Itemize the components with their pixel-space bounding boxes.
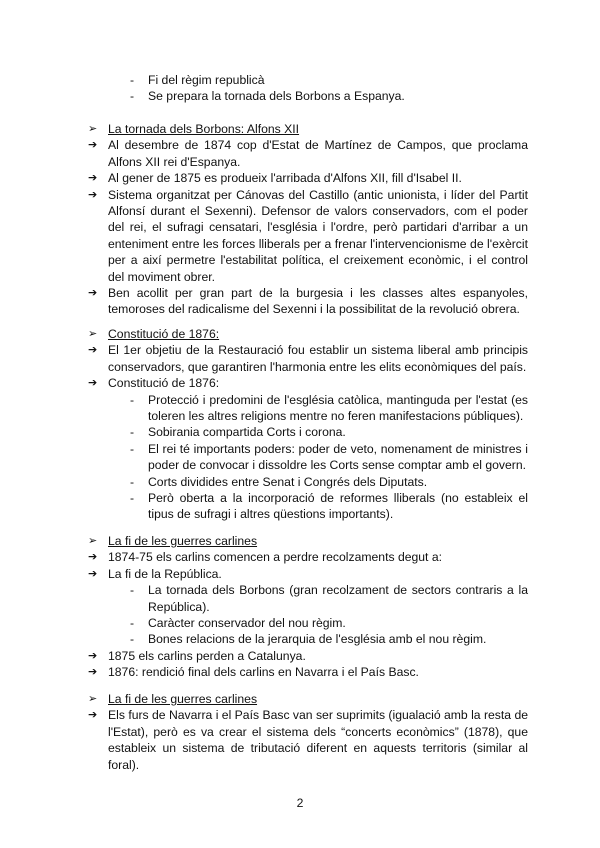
arrowhead-icon: ➢	[88, 122, 98, 135]
sub-item: - Però oberta a la incorporació de reformes lliberals (no estableix el tipus de sufragi i altres qüestions importants).	[124, 490, 528, 523]
arrow-icon: ➔	[88, 187, 98, 201]
bullet-item: ➔ 1875 els carlins perden a Catalunya.	[88, 648, 306, 663]
sub-item: - El rei té importants poders: poder de veto, nomenament de ministres i poder de convocar i dissoldre les Corts sense comptar amb el govern.	[124, 441, 528, 474]
section-heading: ➢ Constitució de 1876:	[88, 327, 220, 341]
bullet-item: ➔ La fi de la República.	[88, 566, 222, 581]
arrow-icon: ➔	[88, 550, 98, 564]
arrow-icon: ➔	[88, 708, 98, 722]
arrow-icon: ➔	[88, 138, 98, 152]
bullet-item: ➔ Ben acollit per gran part de la burgesia i les classes altes espanyoles, temoroses del radicalisme del Sexenni i la possibilitat de la revolució obrera.	[88, 286, 528, 317]
section-heading: ➢ La tornada dels Borbons: Alfons XII	[88, 122, 300, 136]
arrow-icon: ➔	[88, 566, 98, 580]
sub-list	[88, 392, 528, 523]
bullet-item: ➔ Sistema organitzat per Cánovas del Castillo (antic unionista, i líder del Partit Alfonsí durant el Sexenni). Defensor de valors conservadors, com el poder del rei, el sufragi censatari, l'església i l'ordre, però partidari d'arribar a un enteniment entre les forces lliberals per a frenar l'intervencionisme de l'exèrcit per a així permetre l'estabilitat política, el creixement econòmic, i el control del moviment obrer.	[88, 187, 528, 284]
section-heading: ➢ La fi de les guerres carlines	[88, 692, 258, 706]
section-furs	[88, 691, 528, 773]
arrow-icon: ➔	[88, 665, 98, 679]
section-borbons	[88, 121, 528, 318]
section-heading: ➢ La fi de les guerres carlines	[88, 534, 258, 548]
intro-item-1: - Fi del règim republicà	[124, 72, 528, 88]
arrow-icon: ➔	[88, 171, 98, 185]
arrow-icon: ➔	[88, 376, 98, 390]
sub-item: - Sobirania compartida Corts i corona.	[124, 424, 528, 440]
section-guerres-carlines	[88, 533, 528, 681]
bullet-item: ➔ Al gener de 1875 es produeix l'arribada d'Alfons XII, fill d'Isabel II.	[88, 171, 462, 186]
page-number: 2	[296, 796, 304, 810]
arrow-icon: ➔	[88, 286, 98, 300]
intro-dash-list	[124, 72, 528, 105]
sub-item: - Caràcter conservador del nou règim.	[124, 615, 528, 631]
arrowhead-icon: ➢	[88, 327, 98, 340]
bullet-item: ➔ 1874-75 els carlins comencen a perdre recolzaments degut a:	[88, 550, 442, 565]
sub-item: - Corts dividides entre Senat i Congrés dels Diputats.	[124, 474, 528, 490]
arrow-icon: ➔	[88, 648, 98, 662]
sub-item: - Protecció i predomini de l'església catòlica, mantinguda per l'estat (es toleren les altres religions mentre no feren manifestacions públiques).	[124, 392, 528, 425]
section-constitucio	[88, 326, 528, 523]
bullet-item: ➔ 1876: rendició final dels carlins en Navarra i el País Basc.	[88, 665, 419, 680]
arrowhead-icon: ➢	[88, 692, 98, 705]
bullet-item: ➔ Constitució de 1876:	[88, 376, 220, 391]
arrowhead-icon: ➢	[88, 534, 98, 547]
intro-item-2: - Se prepara la tornada dels Borbons a Espanya.	[124, 88, 528, 104]
sub-list	[88, 582, 528, 648]
bullet-item: ➔ Al desembre de 1874 cop d'Estat de Martínez de Campos, que proclama Alfons XII rei d'Espanya.	[88, 138, 528, 169]
bullet-item: ➔ Els furs de Navarra i el País Basc van ser suprimits (igualació amb la resta de l'Estat), però es va crear el sistema dels “concerts econòmics” (1878), que estableix un sistema de tributació diferent en aquests territoris (similar al foral).	[88, 708, 528, 772]
sub-item: - Bones relacions de la jerarquia de l'església amb el nou règim.	[124, 631, 528, 647]
arrow-icon: ➔	[88, 343, 98, 357]
sub-item: - La tornada dels Borbons (gran recolzament de sectors contraris a la República).	[124, 582, 528, 615]
bullet-item: ➔ El 1er objetiu de la Restauració fou establir un sistema liberal amb principis conservadors, que garantiren l'harmonia entre les elits econòmiques del país.	[88, 343, 528, 374]
